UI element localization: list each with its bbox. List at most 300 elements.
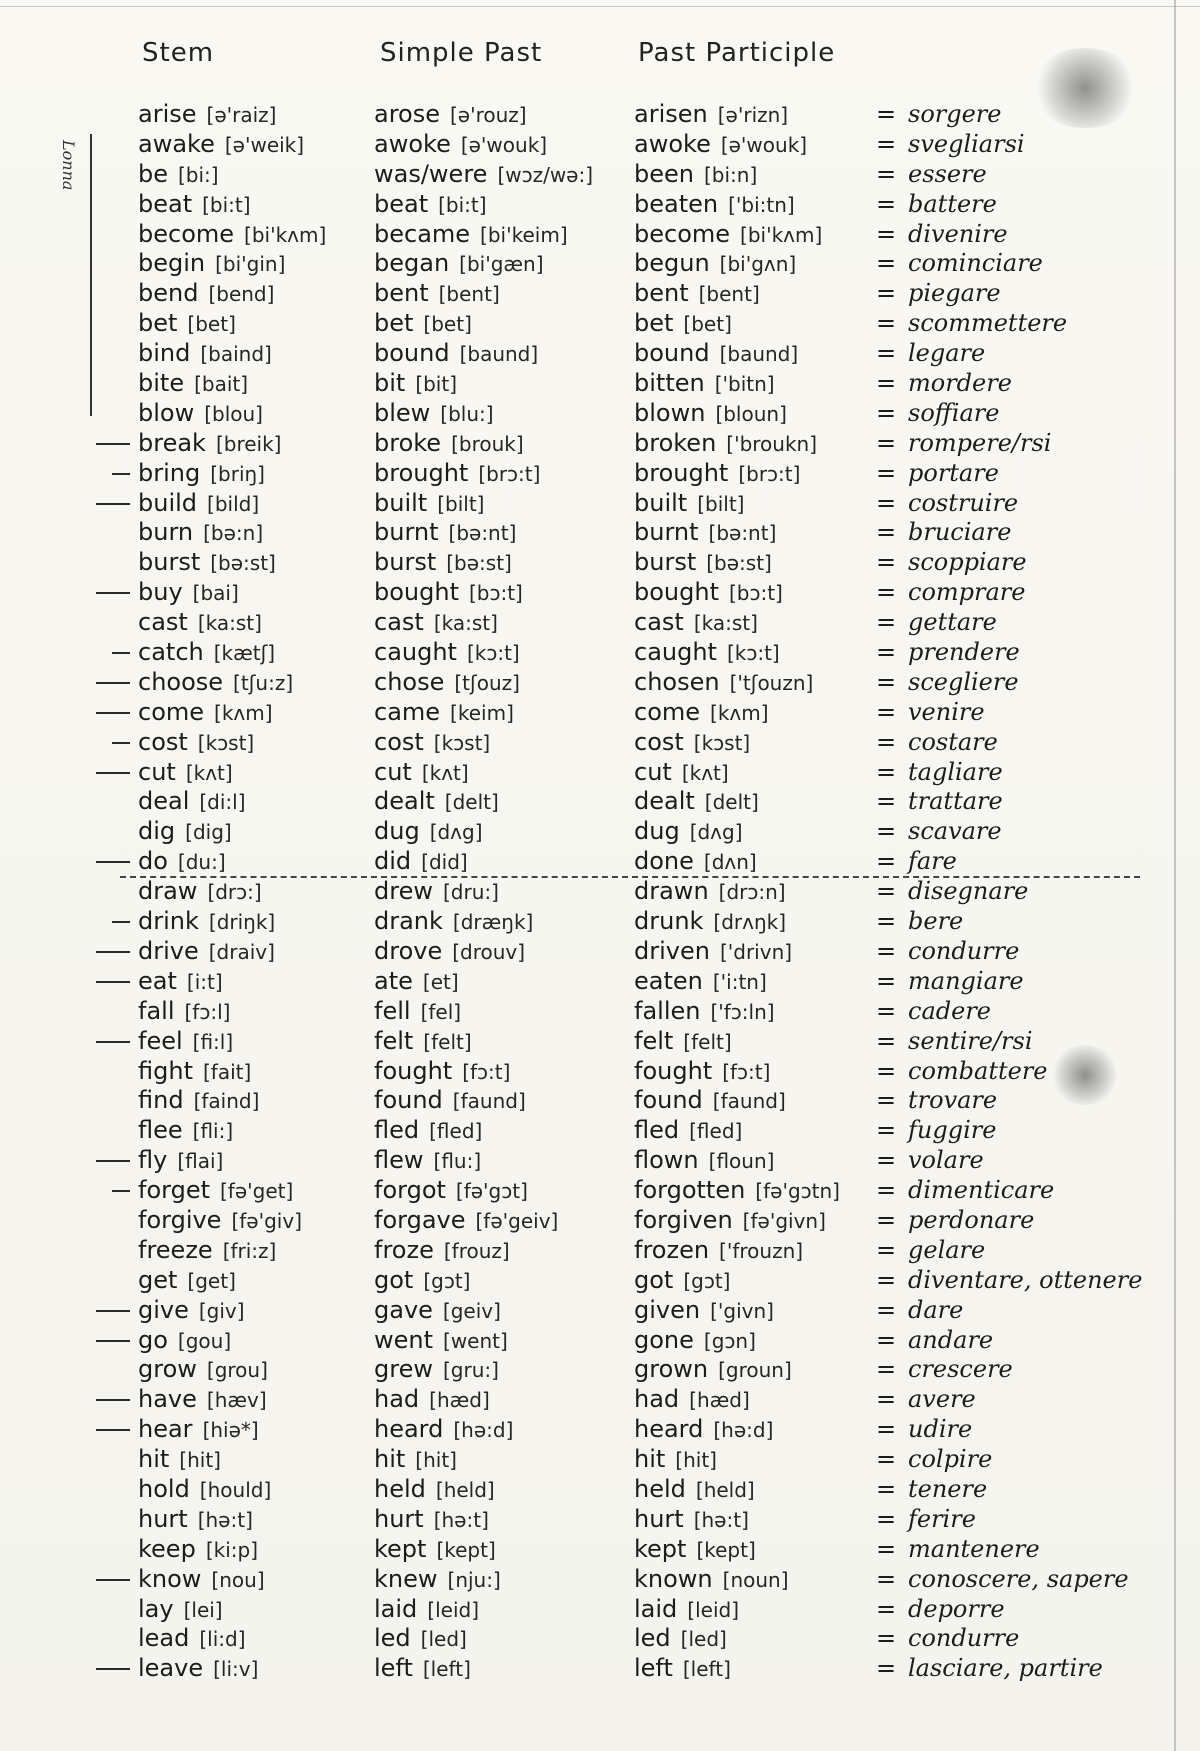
verb-form: known	[634, 1564, 713, 1593]
equals-sign: =	[876, 1564, 897, 1593]
phonetic-transcription: [dræŋk]	[452, 910, 534, 935]
phonetic-transcription: [felt]	[683, 1029, 732, 1054]
simple-past-cell	[374, 1505, 489, 1535]
stem-cell	[138, 1116, 233, 1146]
italian-translation: crescere	[908, 1355, 1013, 1384]
verb-form: blown	[634, 398, 706, 427]
verb-form: burst	[374, 548, 437, 577]
italian-translation: condurre	[908, 1624, 1020, 1653]
verb-form: cast	[138, 608, 188, 637]
verb-form: cast	[634, 608, 684, 637]
table-row	[0, 1176, 1200, 1206]
simple-past-cell	[374, 1027, 472, 1057]
stem-cell	[138, 548, 276, 578]
verb-form: burn	[138, 518, 194, 547]
italian-translation: gelare	[908, 1235, 986, 1264]
table-row	[0, 1266, 1200, 1296]
phonetic-transcription: [kɔst]	[197, 730, 255, 755]
phonetic-transcription: [kʌt]	[421, 760, 469, 785]
equals-sign: =	[876, 219, 897, 248]
pen-mark	[96, 981, 130, 983]
phonetic-transcription: [ka:st]	[433, 611, 498, 636]
equals-sign: =	[876, 996, 897, 1025]
verb-form: felt	[634, 1026, 674, 1055]
phonetic-transcription: [li:v]	[213, 1657, 259, 1682]
simple-past-cell	[374, 758, 469, 788]
italian-translation: prendere	[908, 638, 1020, 667]
equals-sign: =	[876, 189, 897, 218]
italian-translation: divenire	[908, 219, 1008, 248]
phonetic-transcription: [bi:]	[178, 162, 219, 187]
verb-form: blew	[374, 398, 431, 427]
verb-form: forgave	[374, 1205, 466, 1234]
verb-form: burst	[634, 548, 697, 577]
verb-form: did	[374, 847, 412, 876]
stem-cell	[138, 518, 263, 548]
italian-translation: sorgere	[908, 100, 1002, 128]
verb-form: become	[634, 219, 731, 248]
past-participle-cell	[634, 279, 760, 309]
verb-form: gave	[374, 1295, 433, 1324]
simple-past-cell	[374, 1385, 490, 1415]
table-row	[0, 1535, 1200, 1565]
italian-translation: svegliarsi	[908, 129, 1025, 158]
table-row	[0, 518, 1200, 548]
italian-translation: comprare	[908, 578, 1026, 607]
pen-mark	[96, 772, 130, 774]
past-participle-cell	[634, 1654, 731, 1684]
table-row	[0, 967, 1200, 997]
phonetic-transcription: [drɔ:n]	[718, 880, 786, 905]
italian-translation: dimenticare	[908, 1176, 1055, 1205]
phonetic-transcription: [led]	[680, 1627, 727, 1652]
table-row	[0, 130, 1200, 160]
phonetic-transcription: [led]	[420, 1627, 467, 1652]
simple-past-cell	[374, 937, 525, 967]
phonetic-transcription: [get]	[187, 1268, 236, 1293]
verb-form: drawn	[634, 877, 709, 906]
simple-past-cell	[374, 1296, 501, 1326]
italian-translation: ferire	[908, 1504, 976, 1533]
table-row	[0, 160, 1200, 190]
stem-cell	[138, 668, 293, 698]
phonetic-transcription: [gɔt]	[683, 1268, 731, 1293]
verb-form: kept	[374, 1534, 427, 1563]
italian-translation: soffiare	[908, 398, 1000, 427]
verb-form: cut	[634, 757, 672, 786]
stem-cell	[138, 489, 259, 519]
phonetic-transcription: [bet]	[683, 312, 732, 337]
verb-form: arisen	[634, 100, 708, 128]
equals-sign: =	[876, 1415, 897, 1444]
verb-form: lay	[138, 1594, 174, 1623]
verb-form: catch	[138, 638, 204, 667]
stem-cell	[138, 937, 275, 967]
equals-sign: =	[876, 757, 897, 786]
simple-past-cell	[374, 1355, 499, 1385]
simple-past-cell	[374, 967, 459, 997]
italian-translation: scegliere	[908, 667, 1019, 696]
past-participle-cell	[634, 698, 769, 728]
phonetic-transcription: [hit]	[675, 1448, 717, 1473]
table-row	[0, 698, 1200, 728]
stem-cell	[138, 1505, 253, 1535]
table-row	[0, 608, 1200, 638]
table-row	[0, 1236, 1200, 1266]
simple-past-cell	[374, 1146, 481, 1176]
pen-mark	[96, 503, 130, 505]
verb-form: bought	[634, 578, 719, 607]
pen-mark	[96, 1429, 130, 1431]
phonetic-transcription: [bɔ:t]	[728, 581, 783, 606]
past-participle-cell	[634, 1445, 717, 1475]
equals-sign: =	[876, 966, 897, 995]
equals-sign: =	[876, 1594, 897, 1623]
stem-cell	[138, 1535, 258, 1565]
verb-form: beaten	[634, 189, 719, 218]
italian-translation: costare	[908, 727, 998, 756]
phonetic-transcription: [bi:t]	[202, 192, 251, 217]
phonetic-transcription: [ka:st]	[197, 611, 262, 636]
verb-form: awoke	[634, 129, 711, 158]
simple-past-cell	[374, 489, 484, 519]
verb-form: dealt	[634, 787, 695, 816]
table-row	[0, 1475, 1200, 1505]
verb-form: frozen	[634, 1235, 710, 1264]
verb-form: awoke	[374, 129, 451, 158]
past-participle-cell	[634, 758, 729, 788]
past-participle-cell	[634, 1057, 770, 1087]
stem-cell	[138, 787, 246, 817]
simple-past-cell	[374, 399, 494, 429]
verb-form: dug	[374, 817, 420, 846]
phonetic-transcription: [nou]	[211, 1567, 265, 1592]
verb-form: beat	[374, 189, 429, 218]
italian-translation: costruire	[908, 488, 1019, 517]
verb-form: brought	[374, 458, 469, 487]
phonetic-transcription: ['fɔ:ln]	[710, 999, 775, 1024]
simple-past-cell	[374, 100, 527, 130]
verb-form: bend	[138, 279, 199, 308]
verb-form: heard	[634, 1415, 704, 1444]
phonetic-transcription: [brɔ:t]	[478, 461, 541, 486]
verb-form: draw	[138, 877, 198, 906]
italian-translation: fare	[908, 847, 957, 876]
verb-form: begun	[634, 249, 710, 278]
simple-past-cell	[374, 787, 499, 817]
table-row	[0, 429, 1200, 459]
verb-form: found	[634, 1086, 703, 1115]
verb-form: held	[374, 1474, 426, 1503]
verb-form: driven	[634, 936, 710, 965]
simple-past-cell	[374, 279, 500, 309]
past-participle-cell	[634, 220, 822, 250]
phonetic-transcription: [dig]	[185, 820, 232, 845]
simple-past-cell	[374, 817, 483, 847]
past-participle-cell	[634, 1595, 739, 1625]
equals-sign: =	[876, 249, 897, 278]
table-row	[0, 1086, 1200, 1116]
verb-form: bought	[374, 578, 459, 607]
simple-past-cell	[374, 1654, 471, 1684]
table-row	[0, 758, 1200, 788]
phonetic-transcription: [grou]	[206, 1358, 268, 1383]
simple-past-cell	[374, 907, 533, 937]
table-row	[0, 220, 1200, 250]
phonetic-transcription: [bet]	[423, 312, 472, 337]
equals-sign: =	[876, 159, 897, 188]
italian-translation: essere	[908, 159, 987, 188]
italian-translation: bere	[908, 907, 964, 936]
table-row	[0, 1415, 1200, 1445]
phonetic-transcription: [blou]	[204, 401, 263, 426]
italian-translation: perdonare	[908, 1205, 1035, 1234]
verb-form: had	[374, 1385, 420, 1414]
verb-form: bring	[138, 458, 201, 487]
italian-translation: scavare	[908, 817, 1002, 846]
equals-sign: =	[876, 339, 897, 368]
table-row	[0, 548, 1200, 578]
simple-past-cell	[374, 1206, 558, 1236]
italian-translation: mordere	[908, 369, 1012, 398]
stem-cell	[138, 758, 233, 788]
table-row	[0, 1385, 1200, 1415]
equals-sign: =	[876, 548, 897, 577]
verb-form: grow	[138, 1355, 197, 1384]
phonetic-transcription: [hæv]	[206, 1388, 267, 1413]
phonetic-transcription: [lei]	[183, 1597, 223, 1622]
phonetic-transcription: [dru:]	[442, 880, 499, 905]
table-row	[0, 1206, 1200, 1236]
phonetic-transcription: [gɔn]	[703, 1328, 756, 1353]
equals-sign: =	[876, 1624, 897, 1653]
phonetic-transcription: [tʃouz]	[454, 670, 520, 695]
phonetic-transcription: [faund]	[712, 1089, 786, 1114]
past-participle-cell	[634, 1415, 773, 1445]
equals-sign: =	[876, 1385, 897, 1414]
phonetic-transcription: [ə'wouk]	[720, 132, 808, 157]
pen-mark	[96, 592, 130, 594]
table-row	[0, 100, 1200, 130]
verb-form: cut	[374, 757, 412, 786]
table-row	[0, 369, 1200, 399]
phonetic-transcription: [drɔ:]	[207, 880, 262, 905]
table-row	[0, 907, 1200, 937]
phonetic-transcription: [delt]	[704, 790, 759, 815]
table-row	[0, 489, 1200, 519]
verb-form: blow	[138, 398, 195, 427]
italian-translation: disegnare	[908, 877, 1029, 906]
past-participle-cell	[634, 1624, 727, 1654]
table-row	[0, 249, 1200, 279]
past-participle-cell	[634, 1146, 774, 1176]
italian-translation: mantenere	[908, 1534, 1040, 1563]
phonetic-transcription: [bent]	[438, 282, 500, 307]
verb-form: forgive	[138, 1205, 222, 1234]
italian-translation: deporre	[908, 1594, 1005, 1623]
stem-cell	[138, 279, 274, 309]
phonetic-transcription: [bə:st]	[706, 551, 772, 576]
verb-form: done	[634, 847, 694, 876]
verb-form: felt	[374, 1026, 414, 1055]
verb-form: get	[138, 1265, 178, 1294]
equals-sign: =	[876, 1265, 897, 1294]
phonetic-transcription: [bilt]	[697, 491, 745, 516]
verb-form: laid	[374, 1594, 418, 1623]
pen-mark	[96, 1668, 130, 1670]
past-participle-cell	[634, 1475, 755, 1505]
past-participle-cell	[634, 309, 732, 339]
italian-translation: volare	[908, 1146, 984, 1175]
verb-form: freeze	[138, 1235, 213, 1264]
stem-cell	[138, 1146, 223, 1176]
phonetic-transcription: [did]	[421, 850, 468, 875]
phonetic-transcription: [noun]	[722, 1567, 789, 1592]
phonetic-transcription: [baund]	[719, 342, 799, 367]
verb-form: gone	[634, 1325, 694, 1354]
italian-translation: lasciare, partire	[908, 1654, 1103, 1683]
verb-form: flew	[374, 1146, 424, 1175]
verb-form: grown	[634, 1355, 709, 1384]
equals-sign: =	[876, 398, 897, 427]
table-row	[0, 578, 1200, 608]
phonetic-transcription: [fi:l]	[192, 1029, 234, 1054]
phonetic-transcription: [kɔ:t]	[466, 641, 520, 666]
verb-form: built	[634, 488, 688, 517]
verb-form: got	[374, 1265, 414, 1294]
past-participle-cell	[634, 249, 796, 279]
verb-form: flee	[138, 1116, 183, 1145]
italian-translation: tagliare	[908, 757, 1003, 786]
verb-form: hit	[138, 1445, 170, 1474]
phonetic-transcription: [dʌn]	[703, 850, 757, 875]
phonetic-transcription: [ə'rouz]	[450, 103, 527, 127]
phonetic-transcription: [hə:d]	[713, 1418, 774, 1443]
phonetic-transcription: [fait]	[202, 1059, 252, 1084]
past-participle-cell	[634, 100, 788, 130]
table-row	[0, 1057, 1200, 1087]
simple-past-cell	[374, 847, 468, 877]
italian-translation: colpire	[908, 1445, 993, 1474]
phonetic-transcription: [bild]	[207, 491, 260, 516]
phonetic-transcription: [bit]	[415, 372, 458, 397]
simple-past-cell	[374, 220, 568, 250]
stem-cell	[138, 1057, 251, 1087]
margin-note: Lonna	[59, 140, 78, 191]
table-row	[0, 1116, 1200, 1146]
phonetic-transcription: ['drivn]	[719, 939, 793, 964]
verb-form: was/were	[374, 159, 488, 188]
simple-past-cell	[374, 877, 499, 907]
simple-past-cell	[374, 1176, 528, 1206]
verb-form: deal	[138, 787, 190, 816]
past-participle-cell	[634, 339, 798, 369]
stem-cell	[138, 100, 276, 130]
stem-cell	[138, 190, 251, 220]
equals-sign: =	[876, 907, 897, 936]
verb-form: began	[374, 249, 450, 278]
phonetic-transcription: [di:l]	[199, 790, 246, 815]
phonetic-transcription: [et]	[422, 969, 459, 994]
simple-past-cell	[374, 1535, 496, 1565]
phonetic-transcription: [ki:p]	[205, 1537, 258, 1562]
equals-sign: =	[876, 1056, 897, 1085]
italian-translation: andare	[908, 1325, 994, 1354]
stem-cell	[138, 1086, 259, 1116]
italian-translation: sentire/rsi	[908, 1026, 1033, 1055]
table-row	[0, 399, 1200, 429]
phonetic-transcription: [fɔ:l]	[184, 999, 231, 1024]
verb-form: fought	[374, 1056, 453, 1085]
equals-sign: =	[876, 1325, 897, 1354]
verb-form: caught	[374, 638, 457, 667]
verb-form: begin	[138, 249, 206, 278]
phonetic-transcription: [flai]	[177, 1149, 224, 1174]
table-row	[0, 1296, 1200, 1326]
verb-form: bound	[634, 339, 710, 368]
phonetic-transcription: [fled]	[429, 1119, 483, 1144]
equals-sign: =	[876, 1295, 897, 1324]
verb-form: have	[138, 1385, 197, 1414]
stem-cell	[138, 847, 226, 877]
past-participle-cell	[634, 1565, 789, 1595]
verb-form: burnt	[374, 518, 439, 547]
italian-translation: venire	[908, 697, 985, 726]
phonetic-transcription: [fɔ:t]	[462, 1059, 511, 1084]
simple-past-cell	[374, 1445, 457, 1475]
verb-form: beat	[138, 189, 193, 218]
verb-form: became	[374, 219, 471, 248]
phonetic-transcription: [frouz]	[443, 1238, 510, 1263]
italian-translation: dare	[908, 1295, 964, 1324]
phonetic-transcription: [fə'gɔtn]	[755, 1179, 840, 1204]
past-participle-cell	[634, 1266, 730, 1296]
phonetic-transcription: [dʌg]	[689, 820, 743, 845]
phonetic-transcription: [bi:t]	[438, 192, 487, 217]
phonetic-transcription: [faund]	[452, 1089, 526, 1114]
equals-sign: =	[876, 129, 897, 158]
verb-form: bind	[138, 339, 191, 368]
verb-form: left	[634, 1654, 673, 1683]
stem-cell	[138, 578, 239, 608]
italian-translation: combattere	[908, 1056, 1048, 1085]
phonetic-transcription: [fə'gɔt]	[455, 1179, 528, 1204]
equals-sign: =	[876, 1116, 897, 1145]
stem-cell	[138, 130, 304, 160]
phonetic-transcription: [bi'gæn]	[459, 252, 544, 277]
past-participle-cell	[634, 638, 780, 668]
phonetic-transcription: [ə'weik]	[224, 132, 305, 157]
verb-form: broke	[374, 428, 442, 457]
pen-mark	[112, 652, 130, 654]
phonetic-transcription: [floun]	[708, 1149, 775, 1174]
past-participle-cell	[634, 1326, 756, 1356]
phonetic-transcription: [kʌt]	[681, 760, 729, 785]
phonetic-transcription: [ə'rizn]	[717, 103, 789, 127]
phonetic-transcription: [leid]	[687, 1597, 739, 1622]
equals-sign: =	[876, 1176, 897, 1205]
phonetic-transcription: [bə:st]	[210, 551, 276, 576]
verb-form: fly	[138, 1146, 168, 1175]
past-participle-cell	[634, 1116, 742, 1146]
table-row	[0, 279, 1200, 309]
verb-form: cost	[634, 727, 684, 756]
phonetic-transcription: [delt]	[444, 790, 499, 815]
simple-past-cell	[374, 608, 498, 638]
phonetic-transcription: [brɔ:t]	[738, 461, 801, 486]
verb-form: eaten	[634, 966, 703, 995]
verb-form: hurt	[138, 1504, 188, 1533]
